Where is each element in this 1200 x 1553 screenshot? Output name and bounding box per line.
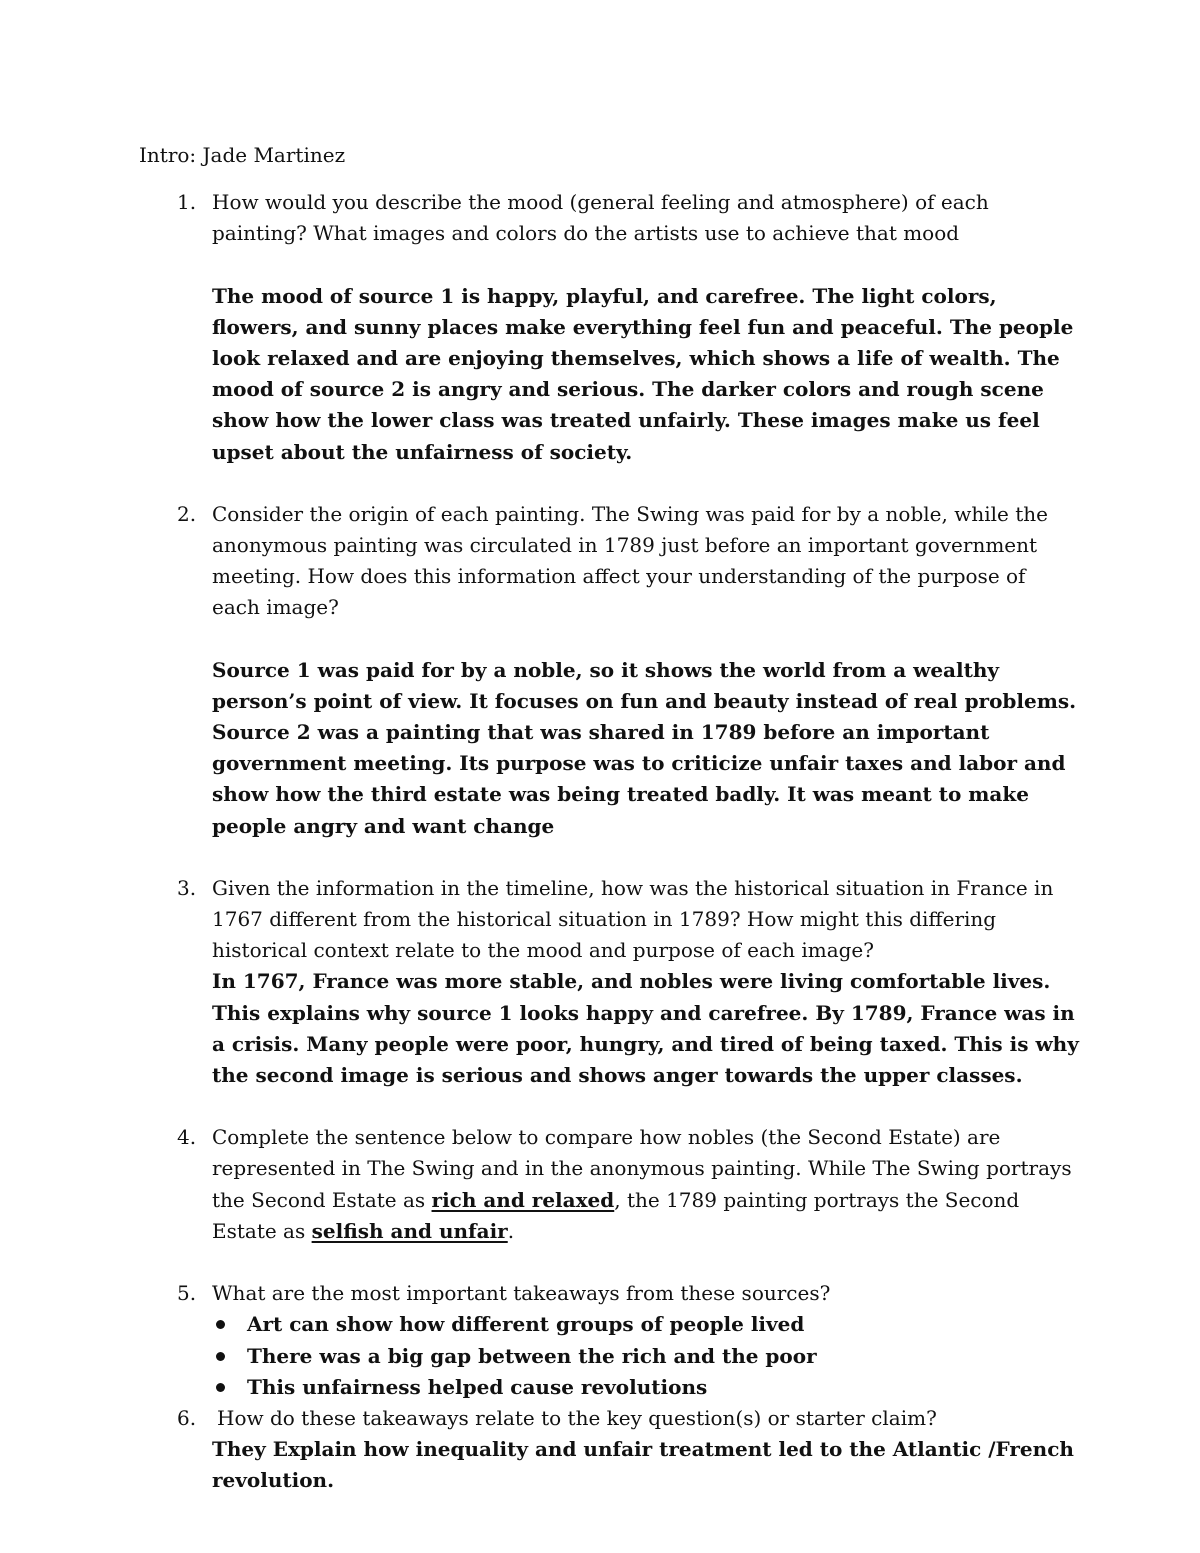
answer-text: In 1767, France was more stable, and nobles were living comfortable lives. This explains why source 1 looks happy and carefree. By 1789, France was in a crisis. Many people were poor, hungry, and tired of being taxed. This is why the second image is serious and shows anger towards the upper classes. <box>212 969 1079 1088</box>
question-text <box>212 1122 1079 1247</box>
fill-in-answer-2: selfish and unfair <box>311 1218 508 1243</box>
question-number: 1. <box>177 190 197 215</box>
question-text: How would you describe the mood (general feeling and atmosphere) of each painting? What images and colors do the artists use to achieve that mood <box>212 190 989 246</box>
question-text-part: , the 1789 painting portrays the Second Estate as <box>212 1187 1020 1243</box>
fill-in-answer-1: rich and relaxed <box>431 1187 615 1212</box>
intro-line: Intro: Jade Martinez <box>139 143 346 167</box>
answer-text: They Explain how inequality and unfair treatment led to the Atlantic /French revolution. <box>212 1437 1074 1493</box>
question-text-part: Complete the sentence below to compare how nobles (the Second Estate) are represented in The Swing and in the anonymous painting. While The Swing portrays the Second Estate as <box>212 1125 1072 1212</box>
question-5 <box>139 1278 1079 1403</box>
document-body <box>139 140 1079 1497</box>
question-3 <box>139 873 1079 1091</box>
answer-text: Source 1 was paid for by a noble, so it shows the world from a wealthy person’s point of view. It focuses on fun and beauty instead of real problems. Source 2 was a painting that was shared in 1789 before an important government meeting. Its purpose was to criticize unfair taxes and labor and show how the third estate was being treated badly. It was meant to make people angry and want change <box>212 657 1077 838</box>
takeaway-bullet: Art can show how different groups of people lived <box>212 1309 1079 1340</box>
question-2 <box>139 499 1079 842</box>
answer-text: The mood of source 1 is happy, playful, and carefree. The light colors, flowers, and sunny places make everything feel fun and peaceful. The people look relaxed and are enjoying themselves, which shows a life of wealth. The mood of source 2 is angry and serious. The darker colors and rough scene show how the lower class was treated unfairly. These images make us feel upset about the unfairness of society. <box>212 283 1074 464</box>
question-number: 4. <box>177 1125 197 1150</box>
takeaway-bullet: There was a big gap between the rich and the poor <box>212 1341 1079 1372</box>
question-text: Consider the origin of each painting. The Swing was paid for by a noble, while the anonymous painting was circulated in 1789 just before an important government meeting. How does this information affect your understanding of the purpose of each image? <box>212 501 1048 620</box>
question-6 <box>139 1403 1079 1497</box>
question-number: 6. <box>177 1405 197 1430</box>
takeaways-list <box>212 1309 1079 1403</box>
question-number: 5. <box>177 1281 197 1306</box>
question-text-part: . <box>507 1218 515 1243</box>
takeaway-bullet: This unfairness helped cause revolutions <box>212 1372 1079 1403</box>
question-1 <box>139 187 1079 468</box>
question-number: 2. <box>177 501 197 526</box>
question-4 <box>139 1122 1079 1247</box>
question-text: What are the most important takeaways from these sources? <box>212 1281 831 1306</box>
question-text: How do these takeaways relate to the key question(s) or starter claim? <box>217 1405 937 1430</box>
question-text: Given the information in the timeline, how was the historical situation in France in 1767 different from the historical situation in 1789? How might this differing historical context relate to the mood and purpose of each image? <box>212 875 1054 963</box>
question-number: 3. <box>177 875 197 900</box>
